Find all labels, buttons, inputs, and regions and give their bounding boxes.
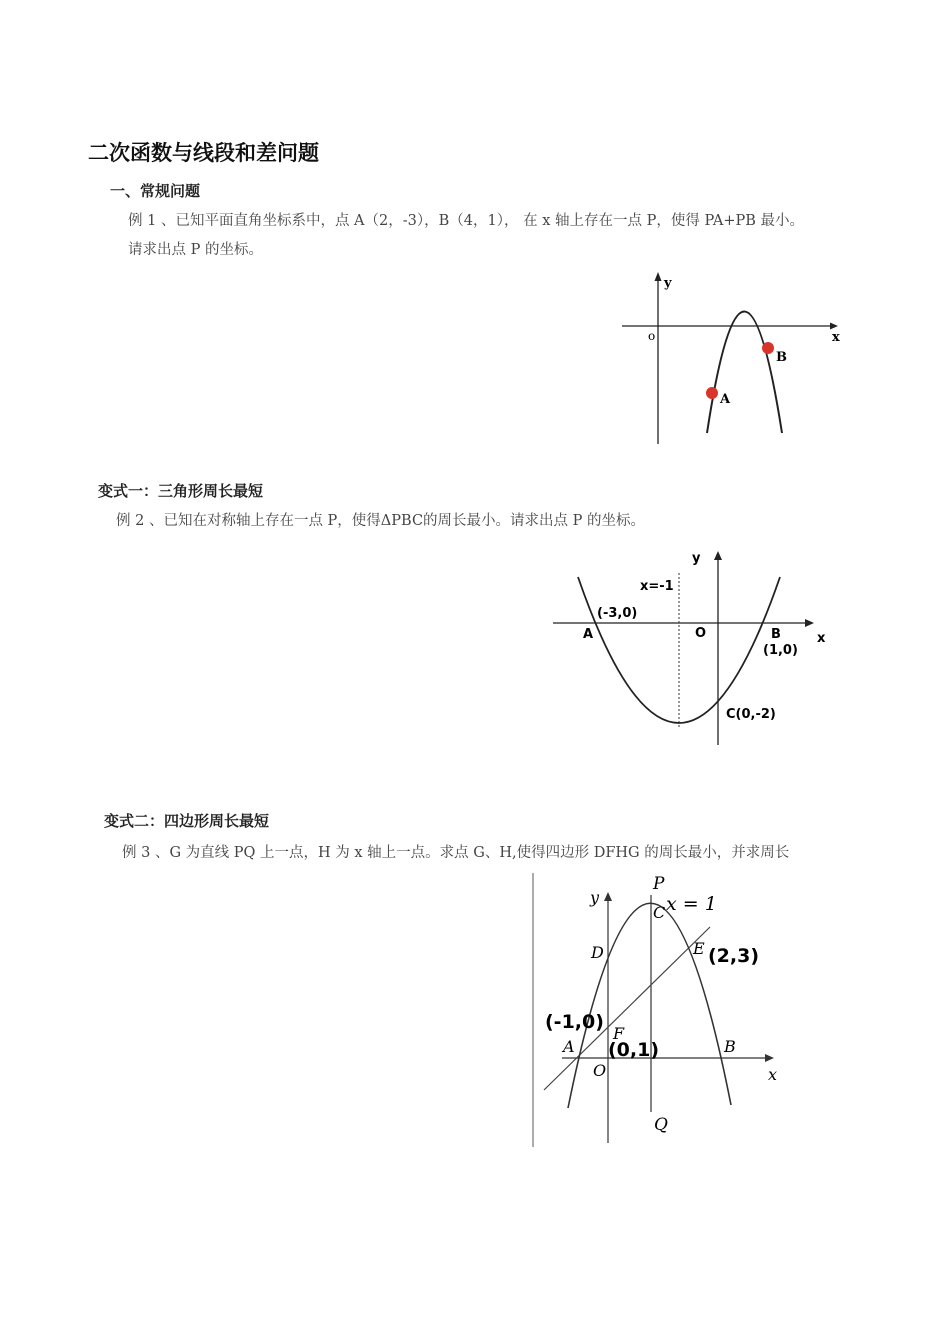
fig3-label-q: Q	[654, 1115, 668, 1135]
fig2-coord-a: (-3,0)	[597, 606, 638, 621]
fig2-label-b: B	[771, 627, 781, 642]
fig3-axis-label: x = 1	[666, 893, 717, 915]
section3-heading: 变式二：四边形周长最短	[104, 812, 270, 830]
fig3-label-d: D	[591, 943, 604, 962]
fig2-y-label: y	[692, 551, 701, 566]
fig1-origin-label: o	[648, 329, 656, 343]
section2-heading: 变式一：三角形周长最短	[98, 482, 264, 500]
fig3-coord-f: (0,1)	[608, 1039, 660, 1061]
fig3-label-f: F	[613, 1024, 625, 1043]
example1-line1: 例 1 、已知平面直角坐标系中，点 A（2，-3），B（4，1）， 在 x 轴上存在一点 P，使得 PA+PB 最小。	[128, 213, 805, 229]
fig3-line-ae	[544, 927, 710, 1090]
fig3-label-a: A	[563, 1037, 575, 1056]
fig1-point-a	[706, 387, 718, 399]
fig1-x-label: x	[832, 330, 840, 345]
fig2-label-c: C(0,-2)	[726, 707, 776, 722]
fig3-coord-e: (2,3)	[708, 945, 760, 967]
example1-line2: 请求出点 P 的坐标。	[128, 242, 263, 258]
fig3-x-arrow	[765, 1054, 774, 1062]
fig2-x-arrow	[805, 619, 814, 627]
fig3-label-e: E	[693, 939, 705, 958]
fig2-coord-b: (1,0)	[763, 643, 798, 658]
fig1-x-arrow	[830, 323, 838, 330]
fig3-origin-label: O	[593, 1061, 607, 1080]
fig2-axis-label: x=-1	[640, 579, 674, 594]
fig3-y-arrow	[604, 892, 612, 901]
fig2-label-a: A	[583, 627, 594, 642]
fig3-y-label: y	[590, 888, 600, 907]
fig2-y-arrow	[714, 551, 722, 560]
fig3-label-b: B	[724, 1037, 736, 1056]
example2-line1: 例 2 、已知在对称轴上存在一点 P，使得ΔPBC的周长最小。请求出点 P 的坐标。	[116, 513, 646, 529]
fig3-label-p: P	[653, 874, 665, 894]
fig3-x-label: x	[768, 1065, 778, 1084]
fig2-x-label: x	[817, 631, 826, 646]
fig1-y-arrow	[655, 272, 662, 281]
fig1-label-a: A	[720, 392, 731, 407]
fig3-label-c: C	[653, 903, 666, 922]
fig1-point-b	[762, 342, 774, 354]
page-title: 二次函数与线段和差问题	[88, 140, 319, 165]
figure1-parabola-graph	[610, 265, 850, 450]
fig1-parabola-curve	[707, 312, 782, 434]
fig1-y-label: y	[664, 276, 672, 291]
fig2-origin-label: O	[695, 626, 707, 641]
fig1-label-b: B	[776, 350, 787, 365]
figure3-parabola-graph	[525, 868, 790, 1153]
figure2-parabola-graph	[545, 545, 845, 755]
section1-heading: 一、常规问题	[110, 182, 201, 200]
example3-line1: 例 3 、G 为直线 PQ 上一点，H 为 x 轴上一点。求点 G、H,使得四边形 DFHG 的周长最小，并求周长	[122, 845, 790, 861]
fig3-coord-a: (-1,0)	[545, 1011, 604, 1033]
